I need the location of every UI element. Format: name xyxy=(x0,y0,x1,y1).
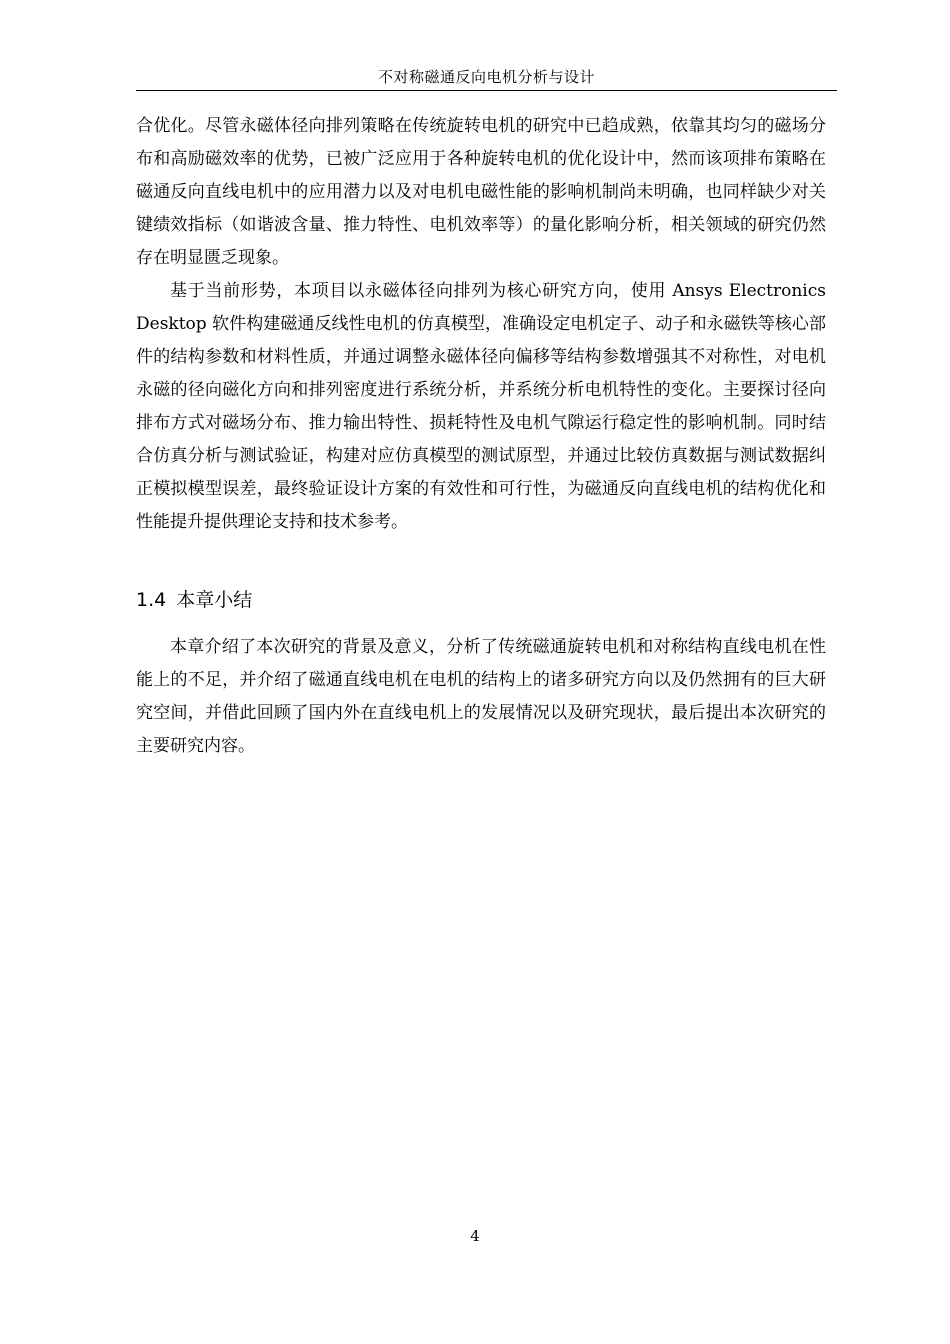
page-number: 4 xyxy=(470,1227,480,1245)
running-header: 不对称磁通反向电机分析与设计 xyxy=(377,68,595,86)
section-heading xyxy=(136,586,252,614)
paragraph-research-plan: 基于当前形势，本项目以永磁体径向排列为核心研究方向，使用 Ansys Electronics Desktop 软件构建磁通反线性电机的仿真模型，准确设定电机定子、动子和永磁铁等核心部件的结构参数和材料性质，并通过调整永磁体径向偏移等结构参数增强其不对称性，对电机永磁的径向磁化方向和排列密度进行系统分析，并系统分析电机特性的变化。主要探讨径向排布方式对磁场分布、推力输出特性、损耗特性及电机气隙运行稳定性的影响机制。同时结合仿真分析与测试验证，构建对应仿真模型的测试原型，并通过比较仿真数据与测试数据纠正模拟模型误差，最终验证设计方案的有效性和可行性，为磁通反向直线电机的结构优化和性能提升提供理论支持和技术参考。 xyxy=(136,281,826,532)
paragraph-continuation: 合优化。尽管永磁体径向排列策略在传统旋转电机的研究中已趋成熟，依靠其均匀的磁场分布和高励磁效率的优势，已被广泛应用于各种旋转电机的优化设计中，然而该项排布策略在磁通反向直线电机中的应用潜力以及对电机电磁性能的影响机制尚未明确，也同样缺少对关键绩效指标（如谐波含量、推力特性、电机效率等）的量化影响分析，相关领域的研究仍然存在明显匮乏现象。 xyxy=(136,116,826,268)
section-number: 1.4 xyxy=(136,589,167,611)
header-rule xyxy=(136,90,837,91)
paragraph-chapter-summary: 本章介绍了本次研究的背景及意义，分析了传统磁通旋转电机和对称结构直线电机在性能上的不足，并介绍了磁通直线电机在电机的结构上的诸多研究方向以及仍然拥有的巨大研究空间，并借此回顾了国内外在直线电机上的发展情况以及研究现状，最后提出本次研究的主要研究内容。 xyxy=(136,637,826,756)
section-title: 本章小结 xyxy=(176,589,253,611)
